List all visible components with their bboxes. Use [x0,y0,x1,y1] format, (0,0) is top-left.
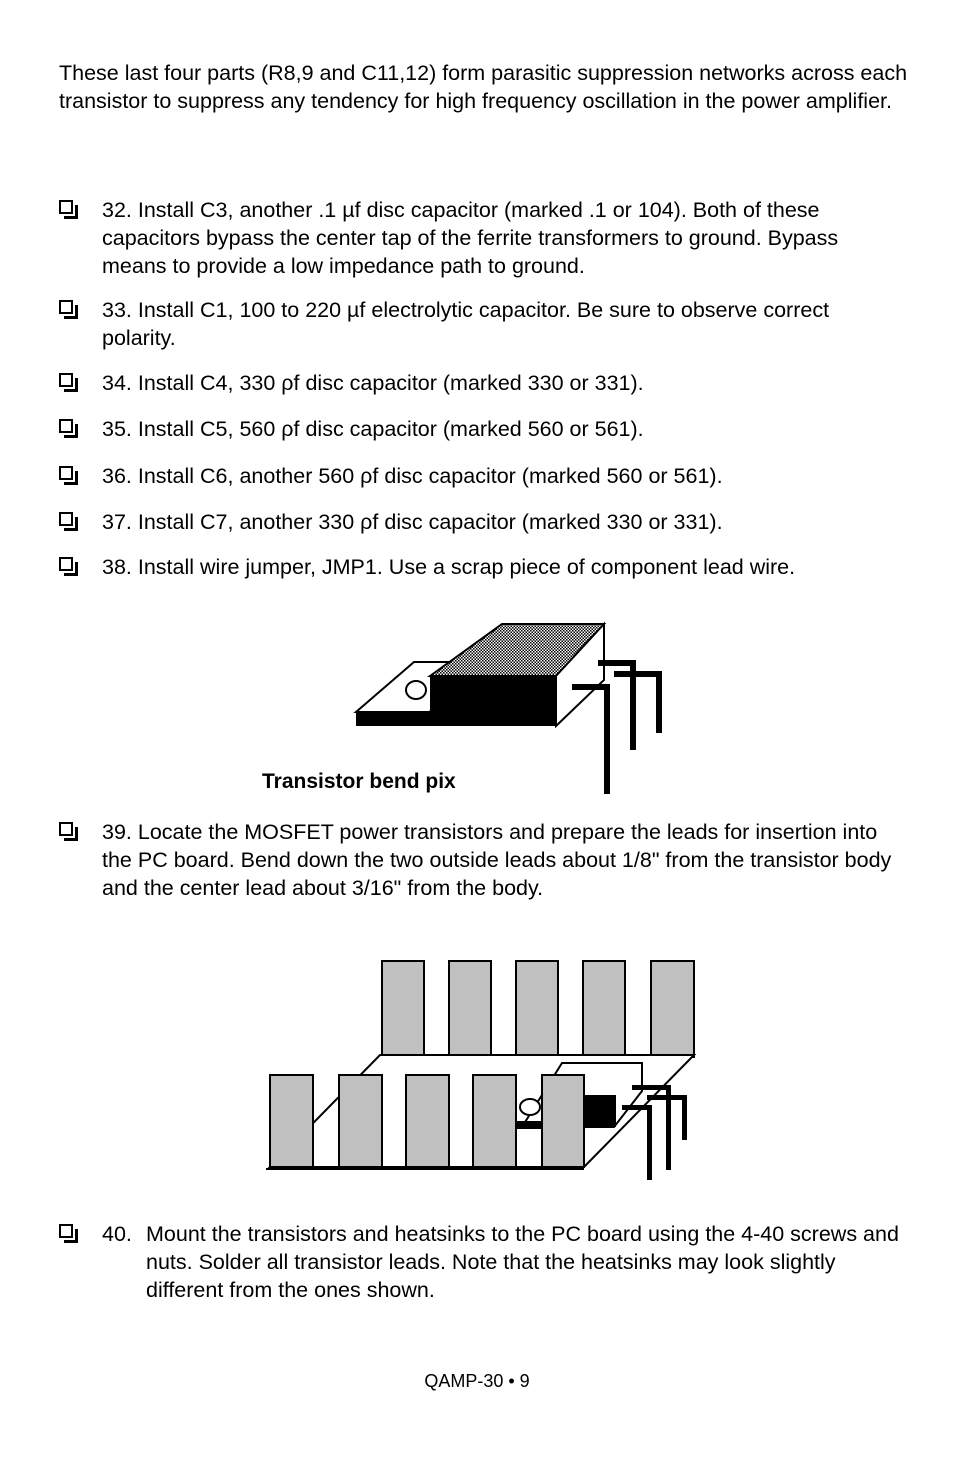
step-number: 40. [102,1222,132,1246]
step-text: 33. Install C1, 100 to 220 µf electrolytic capacitor. Be sure to observe correct polarity. [102,298,830,350]
step-text: 37. Install C7, another 330 ρf disc capacitor (marked 330 or 331). [102,510,723,534]
checkbox-icon[interactable] [59,822,73,836]
step-text: 38. Install wire jumper, JMP1. Use a scrap piece of component lead wire. [102,555,796,579]
step-text: 36. Install C6, another 560 ρf disc capacitor (marked 560 or 561). [102,464,723,488]
heatsink-mounting-illustration [262,955,702,1185]
page-footer: QAMP-30 • 9 [424,1371,530,1391]
checkbox-icon[interactable] [59,300,73,314]
intro-paragraph: These last four parts (R8,9 and C11,12) form parasitic suppression networks across each transistor to suppress any tendency for high frequency oscillation in the power amplifier. [59,61,908,113]
checkbox-icon[interactable] [59,512,73,526]
checkbox-icon[interactable] [59,1224,73,1238]
checkbox-icon[interactable] [59,466,73,480]
step-text: 39. Locate the MOSFET power transistors and prepare the leads for insertion into the PC board. Bend down the two outside leads about 1/8" from the transistor body and the center lead about 3/16" from the body. [102,820,892,900]
step-text: Mount the transistors and heatsinks to the PC board using the 4-40 screws and nuts. Solder all transistor leads. Note that the heatsinks may look slightly different from the ones shown. [146,1222,899,1302]
step-text: 35. Install C5, 560 ρf disc capacitor (marked 560 or 561). [102,417,644,441]
checkbox-icon[interactable] [59,373,73,387]
figure-caption: Transistor bend pix [262,770,456,793]
checkbox-icon[interactable] [59,557,73,571]
step-text: 32. Install C3, another .1 µf disc capacitor (marked .1 or 104). Both of these capacitors bypass the center tap of the ferrite transformers to ground. Bypass means to provide a low impedance path to ground. [102,198,839,278]
checkbox-icon[interactable] [59,419,73,433]
step-text: 34. Install C4, 330 ρf disc capacitor (marked 330 or 331). [102,371,644,395]
checkbox-icon[interactable] [59,200,73,214]
